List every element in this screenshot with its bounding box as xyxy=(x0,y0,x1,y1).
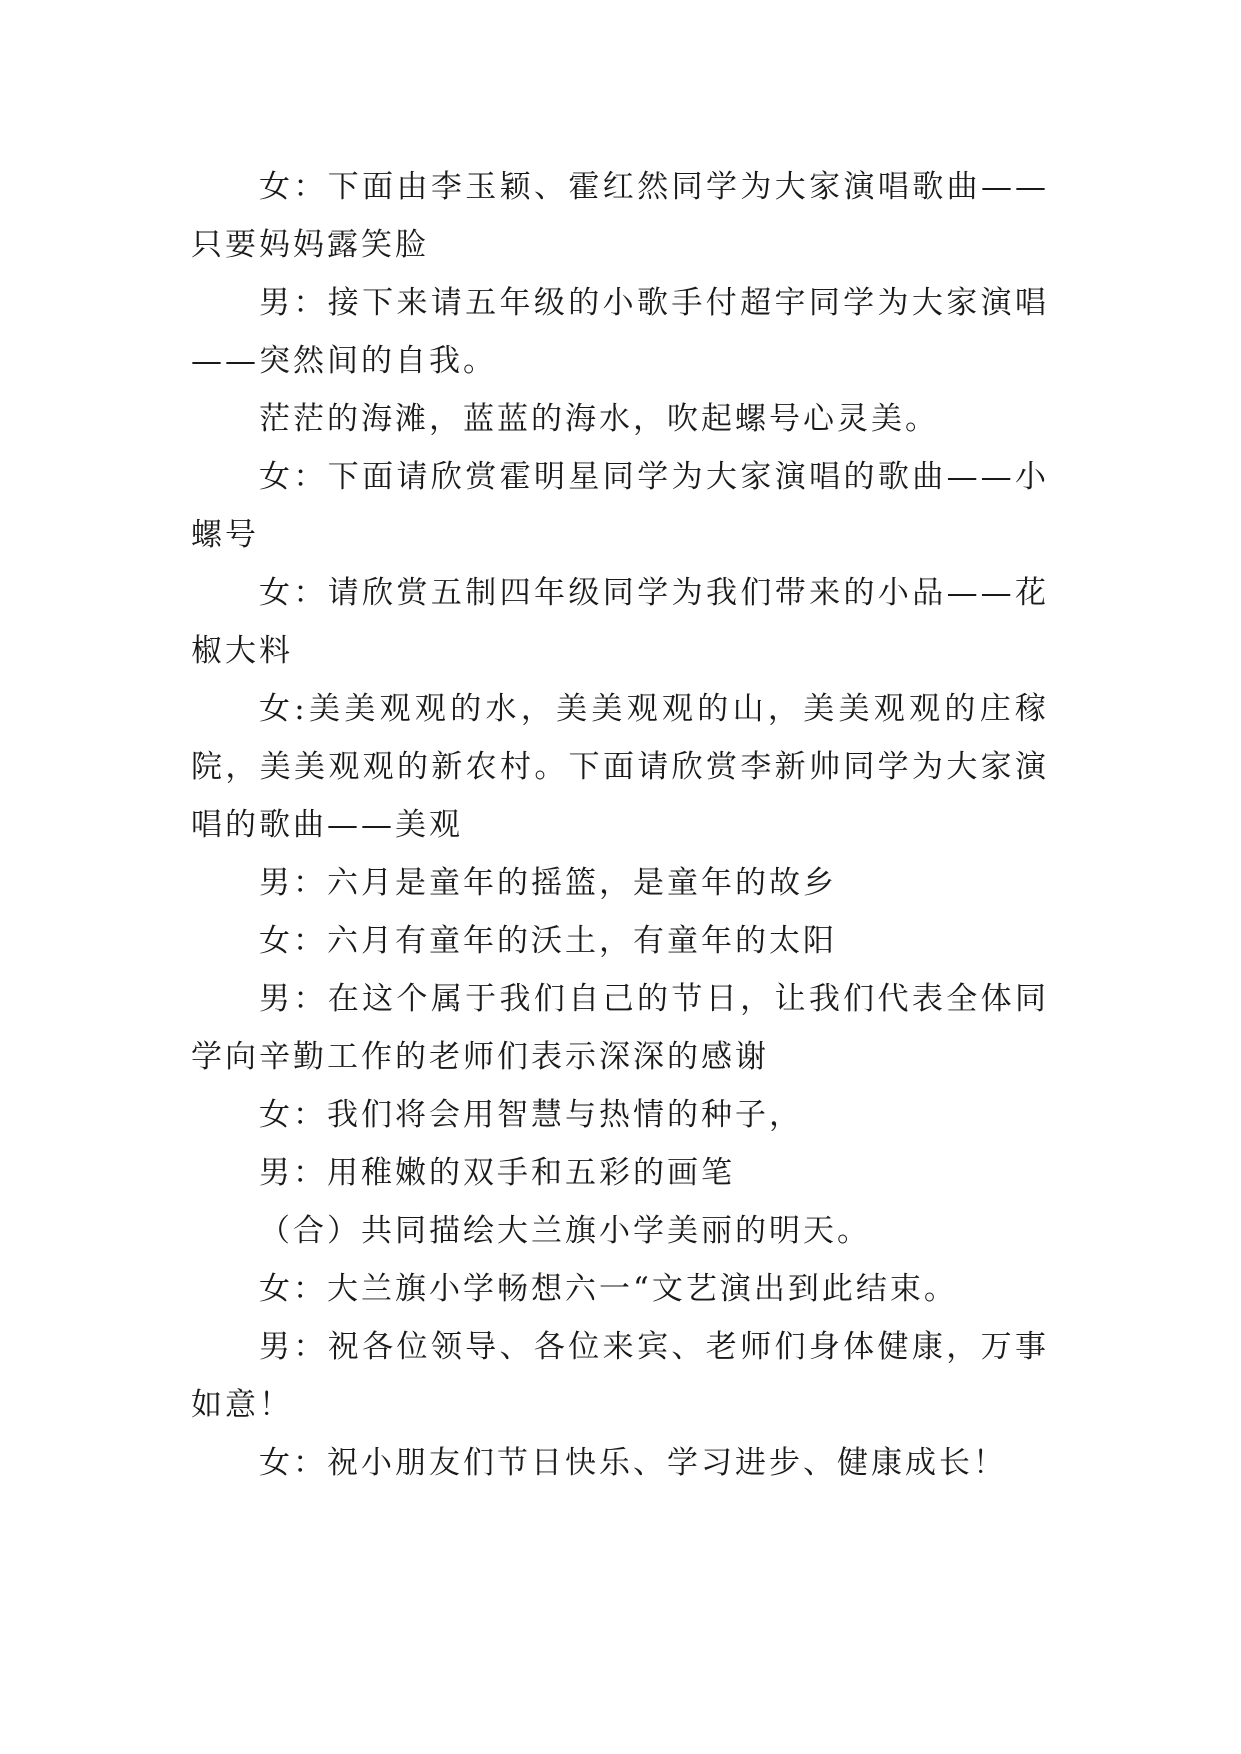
paragraph-host-female-seeds: 女：我们将会用智慧与热情的种子， xyxy=(259,1097,803,1133)
paragraph-host-female-wishes: 女：祝小朋友们节日快乐、学习进步、健康成长！ xyxy=(259,1445,1007,1481)
paragraph-host-male-song-intro: 男：接下来请五年级的小歌手付超宇同学为大家演唱——突然间的自我。 xyxy=(191,285,1049,379)
paragraph-host-male-wishes: 男：祝各位领导、各位来宾、老师们身体健康，万事如意！ xyxy=(191,1329,1049,1423)
paragraph-host-female-closing: 女：大兰旗小学畅想六一“文艺演出到此结束。 xyxy=(259,1271,958,1307)
paragraph-host-male-june-cradle: 男：六月是童年的摇篮，是童年的故乡 xyxy=(259,865,837,901)
paragraph-lyric-line: 茫茫的海滩，蓝蓝的海水，吹起螺号心灵美。 xyxy=(259,401,939,437)
paragraph-host-female-xiaoluohao: 女：下面请欣赏霍明星同学为大家演唱的歌曲——小螺号 xyxy=(191,459,1049,553)
paragraph-together: （合）共同描绘大兰旗小学美丽的明天。 xyxy=(259,1213,871,1249)
paragraph-host-female-skit: 女：请欣赏五制四年级同学为我们带来的小品——花椒大料 xyxy=(191,575,1049,669)
document-body xyxy=(191,158,1049,1492)
paragraph-host-female-song-intro: 女：下面由李玉颖、霍红然同学为大家演唱歌曲——只要妈妈露笑脸 xyxy=(191,169,1049,263)
paragraph-host-female-meiguan: 女:美美观观的水，美美观观的山，美美观观的庄稼院，美美观观的新农村。下面请欣赏李新帅同学为大家演唱的歌曲——美观 xyxy=(191,691,1049,843)
paragraph-host-male-brush: 男：用稚嫩的双手和五彩的画笔 xyxy=(259,1155,735,1191)
paragraph-host-female-june-soil: 女：六月有童年的沃土，有童年的太阳 xyxy=(259,923,837,959)
paragraph-host-male-thanks: 男：在这个属于我们自己的节日，让我们代表全体同学向辛勤工作的老师们表示深深的感谢 xyxy=(191,981,1049,1075)
